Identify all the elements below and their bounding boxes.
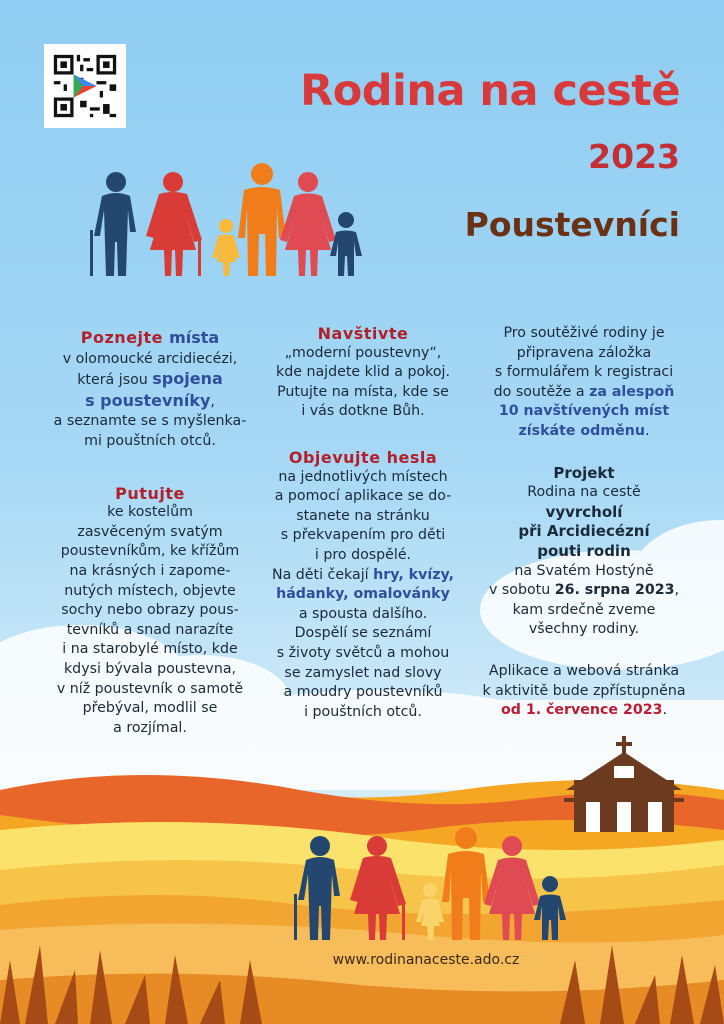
grandfather-figure <box>90 172 136 276</box>
text-line: s životy světců a mohou <box>276 644 450 661</box>
text-line: Dospělí se seznámí <box>294 625 432 642</box>
heading-objevujte-hesla: Objevujte hesla <box>288 447 438 467</box>
text-line: Putujte na místa, kde se <box>277 383 449 400</box>
text-line: „moderní poustevny“, <box>284 344 442 361</box>
text-line: zasvěceným svatým <box>77 523 223 540</box>
text-line: přebýval, modlil se <box>82 700 218 717</box>
text-line: kdysi bývala poustevna, <box>63 660 237 677</box>
year: 2023 <box>588 137 680 176</box>
text-line: sochy nebo obrazy pous- <box>61 602 239 619</box>
text-line: ke kostelům <box>107 504 193 521</box>
text-line: . <box>644 422 650 439</box>
text-line: i vás dotkne Bůh. <box>301 403 425 420</box>
father-figure <box>238 163 286 276</box>
text-line: která jsou <box>77 372 153 389</box>
highlight-hry-kvizy: hry, kvízy, <box>373 566 455 583</box>
heading-poznejte: Poznejte <box>80 328 170 347</box>
heading-mista: místa <box>169 328 220 347</box>
text-line: kam srdečně zveme <box>512 601 656 618</box>
highlight-za-alespon: za alespoň <box>589 383 675 400</box>
text-line: nutých místech, objevte <box>64 582 236 599</box>
text-line: se zamyslet nad slovy <box>284 664 442 681</box>
text-line: s překvapením pro děti <box>280 527 446 544</box>
father-figure <box>442 827 490 940</box>
column-navstivte <box>258 324 468 722</box>
text-line: , <box>210 393 215 410</box>
text-bold: vyvrcholí <box>545 502 623 521</box>
text-line: poustevníkům, ke křížům <box>60 543 240 560</box>
text-line: i na starobylé místo, kde <box>62 641 238 658</box>
text-line: připravena záložka <box>516 344 652 361</box>
text-line: Rodina na cestě <box>527 484 641 501</box>
text-line: v sobotu <box>488 582 555 599</box>
text-line: na krásných i zapome- <box>69 562 231 579</box>
text-line: k aktivitě bude zpřístupněna <box>482 682 686 699</box>
text-line: v olomoucké arcidiecézi, <box>62 350 238 367</box>
boy-figure <box>330 212 362 276</box>
highlight-10-mist: 10 navštívených míst <box>498 403 670 420</box>
text-line: i pouštních otců. <box>304 703 422 720</box>
text-line: tevníků a snad narazíte <box>66 621 234 638</box>
family-bottom-icon <box>284 824 574 942</box>
text-line: na Svatém Hostýně <box>514 562 654 579</box>
heading-projekt: Projekt <box>553 463 615 482</box>
qr-code-icon <box>44 44 126 128</box>
text-line: v níž poustevník o samotě <box>56 680 244 697</box>
text-line: všechny rodiny. <box>528 621 640 638</box>
text-line: s formulářem k registraci <box>494 364 674 381</box>
highlight-poustevniky: s poustevníky <box>85 390 211 410</box>
website-link[interactable]: www.rodinanaceste.ado.cz <box>332 952 520 968</box>
highlight-hadanky: hádanky, omalovánky <box>276 586 450 603</box>
text-line: a rozjímal. <box>113 719 187 736</box>
text-line: a pomocí aplikace se do- <box>274 488 452 505</box>
text-line: . <box>662 702 668 719</box>
text-line: Na děti čekají <box>271 566 374 583</box>
subtitle: Poustevníci <box>464 205 680 244</box>
text-line: i pro dospělé. <box>314 546 412 563</box>
page-title: Rodina na cestě <box>300 66 680 116</box>
date-highlight: 26. srpna 2023 <box>554 582 675 599</box>
text-line: a seznamte se s myšlenka- <box>53 413 247 430</box>
text-line: mi pouštních otců. <box>84 432 216 449</box>
text-bold: při Arcidiecézní <box>518 522 650 541</box>
mother-figure <box>484 836 540 940</box>
heading-navstivte: Navštivte <box>317 324 409 343</box>
grandfather-figure <box>294 836 340 940</box>
boy-figure <box>534 876 566 940</box>
grandmother-figure <box>146 172 202 276</box>
text-line: na jednotlivých místech <box>278 468 448 485</box>
column-soutez <box>474 324 694 721</box>
highlight-cervence: od 1. července 2023 <box>500 702 663 719</box>
text-line: a moudry poustevníků <box>283 684 443 701</box>
grandmother-figure <box>350 836 406 940</box>
highlight-spojena: spojena <box>152 369 223 389</box>
text-line: Pro soutěživé rodiny je <box>503 325 665 341</box>
heading-putujte: Putujte <box>115 483 185 503</box>
text-line: a spousta dalšího. <box>298 605 428 622</box>
family-icon <box>84 160 366 278</box>
text-line: , <box>674 582 680 599</box>
qr-code[interactable] <box>44 44 126 128</box>
text-line: Aplikace a webová stránka <box>488 662 680 679</box>
girl-figure <box>212 219 240 276</box>
text-line: do soutěže a <box>493 383 590 400</box>
text-bold: pouti rodin <box>537 541 631 560</box>
column-poznejte <box>40 324 260 738</box>
text-line: kde najdete klid a pokoj. <box>276 364 450 381</box>
mother-figure <box>280 172 336 276</box>
text-line: stanete na stránku <box>296 507 430 524</box>
girl-figure <box>416 883 444 940</box>
highlight-odmena: získáte odměnu <box>518 422 645 439</box>
